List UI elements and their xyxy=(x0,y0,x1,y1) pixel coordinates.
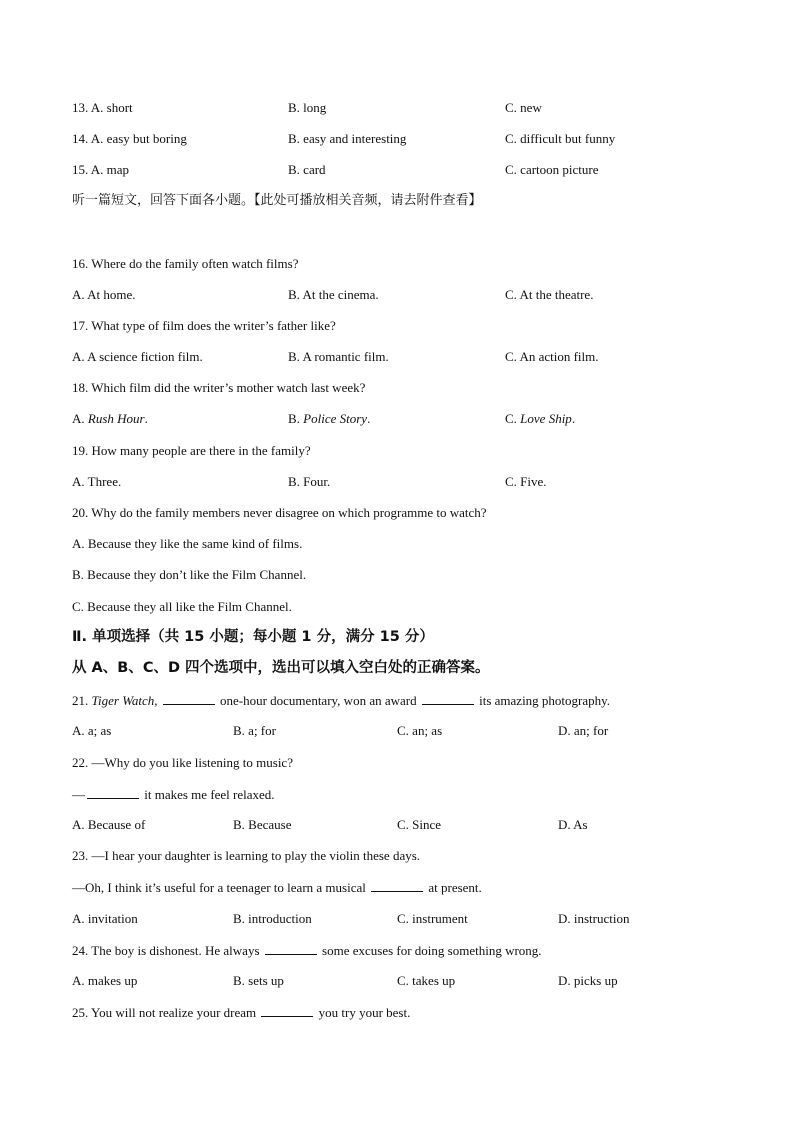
q14-option-a: 14. A. easy but boring xyxy=(72,131,187,146)
q18-c-title: Love Ship xyxy=(520,411,572,426)
q15-option-c: C. cartoon picture xyxy=(505,162,599,177)
q23-option-a: A. invitation xyxy=(72,911,138,926)
q15-option-a: 15. A. map xyxy=(72,162,130,177)
q20-option-a: A. Because they like the same kind of films. xyxy=(72,536,303,551)
q22-text: it makes me feel relaxed. xyxy=(144,787,275,802)
q13-option-a: 13. A. short xyxy=(72,100,133,115)
q18-option-b xyxy=(288,411,370,427)
q16-option-b: B. At the cinema. xyxy=(288,287,379,302)
q17-option-c: C. An action film. xyxy=(505,349,599,364)
q21-text-2: one-hour documentary, won an award xyxy=(219,693,417,708)
q23-text-2: at present. xyxy=(428,880,482,895)
q25-blank xyxy=(261,1004,313,1017)
q21-title: Tiger Watch xyxy=(91,693,155,708)
q18-c-prefix: C. xyxy=(505,411,517,426)
q22-dash: — xyxy=(72,787,85,802)
q22-option-c: C. Since xyxy=(397,817,442,832)
q19-option-a: A. Three. xyxy=(72,474,122,489)
q18-option-a xyxy=(72,411,148,427)
q13-option-c: C. new xyxy=(505,100,542,115)
q21-text-3: its amazing photography. xyxy=(479,693,611,708)
q23-option-b: B. introduction xyxy=(233,911,312,926)
q21-option-b: B. a; for xyxy=(233,723,276,738)
q20-option-b: B. Because they don’t like the Film Channel. xyxy=(72,567,307,582)
q22-line-1: 22. —Why do you like listening to music? xyxy=(72,755,293,770)
q17-option-b: B. A romantic film. xyxy=(288,349,389,364)
q25-stem xyxy=(72,1004,410,1021)
q17-option-a: A. A science fiction film. xyxy=(72,349,203,364)
q21-option-d: D. an; for xyxy=(558,723,609,738)
q24-text-2: some excuses for doing something wrong. xyxy=(322,943,542,958)
q19-stem: 19. How many people are there in the family? xyxy=(72,443,311,458)
q22-option-d: D. As xyxy=(558,817,588,832)
q18-c-dot: . xyxy=(571,411,576,426)
q15-option-b: B. card xyxy=(288,162,326,177)
q14-option-b: B. easy and interesting xyxy=(288,131,407,146)
q23-line-2 xyxy=(72,879,482,896)
q21-option-a: A. a; as xyxy=(72,723,112,738)
q21-option-c: C. an; as xyxy=(397,723,443,738)
q21-blank-2 xyxy=(422,692,474,705)
q20-stem: 20. Why do the family members never disagree on which programme to watch? xyxy=(72,505,487,520)
q24-option-c: C. takes up xyxy=(397,973,456,988)
q16-stem: 16. Where do the family often watch films? xyxy=(72,256,299,271)
q13-option-b: B. long xyxy=(288,100,327,115)
q23-option-d: D. instruction xyxy=(558,911,630,926)
q24-option-d: D. picks up xyxy=(558,973,618,988)
q18-a-dot: . xyxy=(144,411,148,426)
section-2-instruction: 从 A、B、C、D 四个选项中，选出可以填入空白处的正确答案。 xyxy=(72,660,490,676)
q14-option-c: C. difficult but funny xyxy=(505,131,616,146)
q24-stem xyxy=(72,942,542,959)
q23-option-c: C. instrument xyxy=(397,911,468,926)
q18-b-dot: . xyxy=(367,411,371,426)
listening-instruction: 听一篇短文，回答下面各小题。【此处可播放相关音频，请去附件查看】 xyxy=(72,193,482,208)
q16-option-a: A. At home. xyxy=(72,287,136,302)
q19-option-b: B. Four. xyxy=(288,474,331,489)
q18-a-title: Rush Hour xyxy=(87,411,145,426)
q18-option-c xyxy=(505,411,575,427)
q23-text-1: —Oh, I think it’s useful for a teenager to learn a musical xyxy=(72,880,366,895)
q22-option-a: A. Because of xyxy=(72,817,146,832)
q21-stem xyxy=(72,692,610,709)
q25-text-1: 25. You will not realize your dream xyxy=(72,1005,257,1020)
q24-text-1: 24. The boy is dishonest. He always xyxy=(72,943,260,958)
section-2-title: Ⅱ. 单项选择（共 15 小题；每小题 1 分，满分 15 分） xyxy=(72,629,434,645)
q18-stem: 18. Which film did the writer’s mother watch last week? xyxy=(72,380,366,395)
q22-line-2 xyxy=(72,786,275,803)
q25-text-2: you try your best. xyxy=(318,1005,411,1020)
q17-stem: 17. What type of film does the writer’s father like? xyxy=(72,318,336,333)
q18-b-title: Police Story xyxy=(303,411,368,426)
q24-option-a: A. makes up xyxy=(72,973,138,988)
q22-option-b: B. Because xyxy=(233,817,292,832)
q16-option-c: C. At the theatre. xyxy=(505,287,594,302)
q21-number: 21. xyxy=(72,693,89,708)
q18-a-prefix: A. xyxy=(72,411,85,426)
q23-line-1: 23. —I hear your daughter is learning to play the violin these days. xyxy=(72,848,421,863)
q22-blank xyxy=(87,786,139,799)
q23-blank xyxy=(371,879,423,892)
q24-blank xyxy=(265,942,317,955)
q21-blank-1 xyxy=(163,692,215,705)
q19-option-c: C. Five. xyxy=(505,474,547,489)
q24-option-b: B. sets up xyxy=(233,973,284,988)
q20-option-c: C. Because they all like the Film Channel. xyxy=(72,599,292,614)
q18-b-prefix: B. xyxy=(288,411,300,426)
q21-comma: , xyxy=(154,693,158,708)
